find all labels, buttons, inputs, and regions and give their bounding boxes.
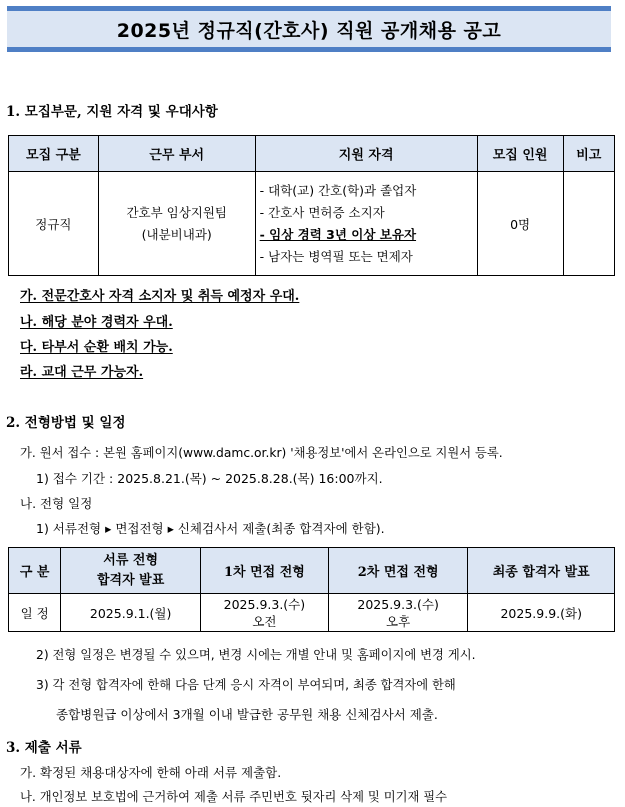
- dept-line1: 간호부 임상지원팀: [126, 204, 228, 220]
- header-doc-line1: 서류 전형: [103, 552, 159, 568]
- header-count: 모집 인원: [477, 136, 563, 172]
- section3-heading: 3. 제출 서류: [6, 740, 82, 756]
- cell-doc-date: 2025.9.1.(월): [61, 594, 201, 632]
- preference-item: 나. 해당 분야 경력자 우대.: [20, 315, 173, 330]
- preference-item: 다. 타부서 순환 배치 가능.: [20, 340, 173, 355]
- section1-heading: 1. 모집부문, 지원 자격 및 우대사항: [6, 104, 218, 120]
- header-doc-result: [61, 548, 201, 594]
- cell-final-date: 2025.9.9.(화): [468, 594, 615, 632]
- section2-heading: 2. 전형방법 및 일정: [6, 415, 126, 431]
- cell-row-label: 일 정: [9, 594, 61, 632]
- cell-interview1: [200, 594, 328, 632]
- header-qualifications: 지원 자격: [255, 136, 477, 172]
- table-row: [9, 172, 615, 276]
- dept-line2: (내분비내과): [141, 226, 212, 242]
- cell-dept: [98, 172, 255, 276]
- header-category: 모집 구분: [9, 136, 99, 172]
- cell-qualifications: [255, 172, 477, 276]
- qualification-item: - 대학(교) 간호(학)과 졸업자: [259, 182, 417, 198]
- qualification-item-emphasis: - 임상 경력 3년 이상 보유자: [259, 226, 417, 242]
- schedule-heading: 나. 전형 일정: [20, 496, 93, 511]
- header-label: 구 분: [9, 548, 61, 594]
- recruitment-table: [8, 135, 615, 276]
- schedule-note-2: 2) 전형 일정은 변경될 수 있으며, 변경 시에는 개별 안내 및 홈페이지에 변경 게시.: [36, 648, 476, 662]
- page-title: 2025년 정규직(간호사) 직원 공개채용 공고: [7, 6, 611, 52]
- schedule-note-3-cont: 종합병원급 이상에서 3개월 이내 발급한 공무원 채용 신체검사서 제출.: [56, 707, 438, 722]
- documents-line-b: 나. 개인정보 보호법에 근거하여 제출 서류 주민번호 뒷자리 삭제 및 미기재 필수: [20, 790, 448, 804]
- table-row: [9, 594, 615, 632]
- header-final: 최종 합격자 발표: [468, 548, 615, 594]
- cell-interview2: [328, 594, 468, 632]
- header-doc-line2: 합격자 발표: [96, 572, 165, 588]
- header-note: 비고: [563, 136, 614, 172]
- application-line: 가. 원서 접수 : 본원 홈페이지(www.damc.or.kr) '채용정보'에서 온라인으로 지원서 등록.: [20, 446, 503, 460]
- header-interview2: 2차 면접 전형: [328, 548, 468, 594]
- interview1-date: 2025.9.3.(수): [223, 596, 306, 612]
- schedule-table: [8, 547, 615, 632]
- cell-category: 정규직: [9, 172, 99, 276]
- application-period: 1) 접수 기간 : 2025.8.21.(목) ~ 2025.8.28.(목) 16:00까지.: [36, 471, 383, 486]
- qualification-item: - 간호사 면허증 소지자: [259, 204, 385, 220]
- cell-count: 0명: [477, 172, 563, 276]
- interview2-time: 오후: [386, 613, 411, 629]
- selection-flow: 1) 서류전형 ▸ 면접전형 ▸ 신체검사서 제출(최종 합격자에 한함).: [36, 521, 385, 536]
- qualification-item: - 남자는 병역필 또는 면제자: [259, 248, 413, 264]
- documents-line-a: 가. 확정된 채용대상자에 한해 아래 서류 제출함.: [20, 765, 282, 780]
- schedule-note-3: 3) 각 전형 합격자에 한해 다음 단계 응시 자격이 부여되며, 최종 합격자에 한해: [36, 678, 456, 692]
- preference-item: 라. 교대 근무 가능자.: [20, 365, 144, 380]
- interview2-date: 2025.9.3.(수): [357, 596, 439, 612]
- cell-note: [563, 172, 614, 276]
- interview1-time: 오전: [252, 613, 277, 629]
- preference-item: 가. 전문간호사 자격 소지자 및 취득 예정자 우대.: [20, 289, 300, 304]
- header-dept: 근무 부서: [98, 136, 255, 172]
- header-interview1: 1차 면접 전형: [200, 548, 328, 594]
